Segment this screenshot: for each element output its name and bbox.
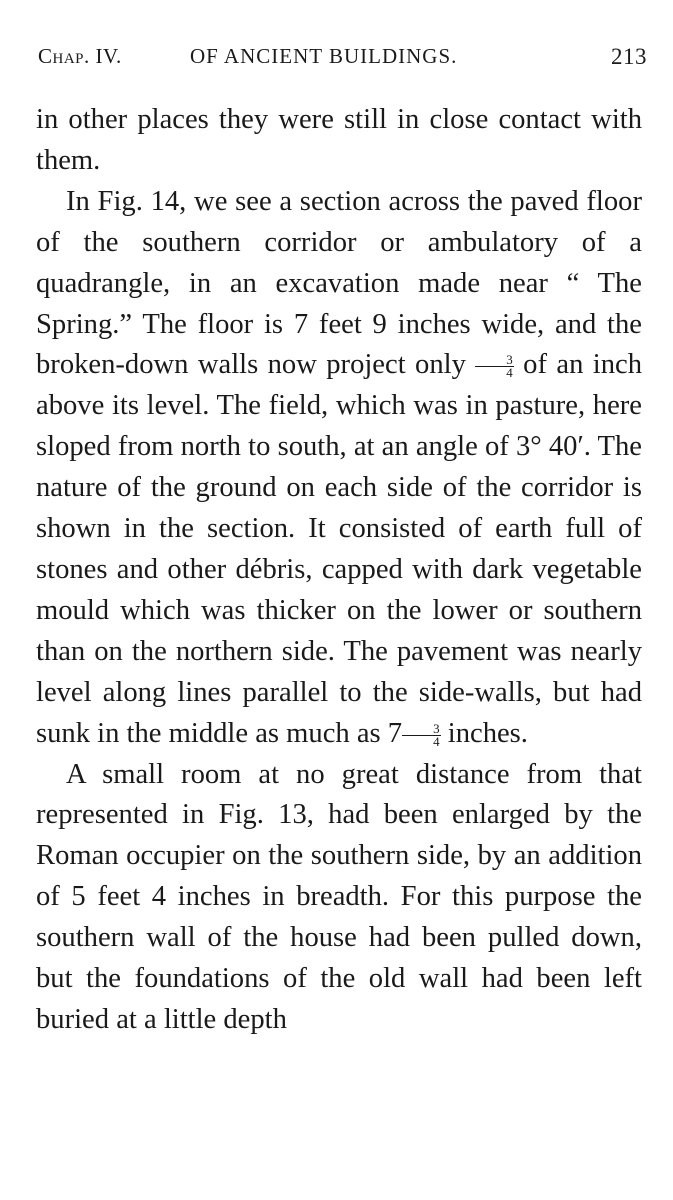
fraction-denominator-2: 4 (433, 733, 440, 749)
paragraph-2-text-b: of an inch above its level. The field, which was in pasture, here sloped from north to south, at an angle of 3° 40′. The nature of the ground on each side of the corridor is shown in the section. It consisted of earth full of stones and other débris, capped with dark vegetable mould which was thicker on the lower or southern than on the northern side. The pavement was nearly level along lines parallel to the side-walls, but had sunk in the middle as much as 7 (36, 349, 643, 749)
paragraph-2-text-c: inches. (440, 717, 528, 749)
fraction-three-quarters-2 (402, 720, 441, 749)
running-header (38, 44, 647, 76)
page-number: 213 (611, 44, 647, 69)
paragraph-1 (36, 100, 642, 182)
fraction-numerator: 3 (475, 354, 514, 367)
running-title: OF ANCIENT BUILDINGS. (190, 44, 458, 68)
chapter-label: Chap. IV. (38, 44, 122, 68)
paragraph-2 (36, 182, 642, 755)
body-text (36, 100, 642, 1041)
fraction-three-quarters (475, 354, 514, 379)
fraction-numerator-2: 3 (402, 723, 441, 736)
paragraph-2-text-a: In Fig. 14, we see a section across the paved floor of the southern corridor or ambulatory of a quadrangle, in an excavation made near “ The Spring.” The floor is 7 feet 9 inches wide, and the broken-down walls now project only (36, 185, 642, 381)
fraction-denominator: 4 (506, 365, 513, 381)
paragraph-1-text: in other places they were still in close contact with them. (36, 104, 642, 176)
paragraph-3-text: A small room at no great distance from that represented in Fig. 13, had been enlarged by the Roman occupier on the southern side, by an addition of 5 feet 4 inches in breadth. For this purpose the southern wall of the house had been pulled down, but the foundations of the old wall had been left buried at a little depth (36, 758, 642, 1035)
paragraph-3 (36, 755, 642, 1041)
